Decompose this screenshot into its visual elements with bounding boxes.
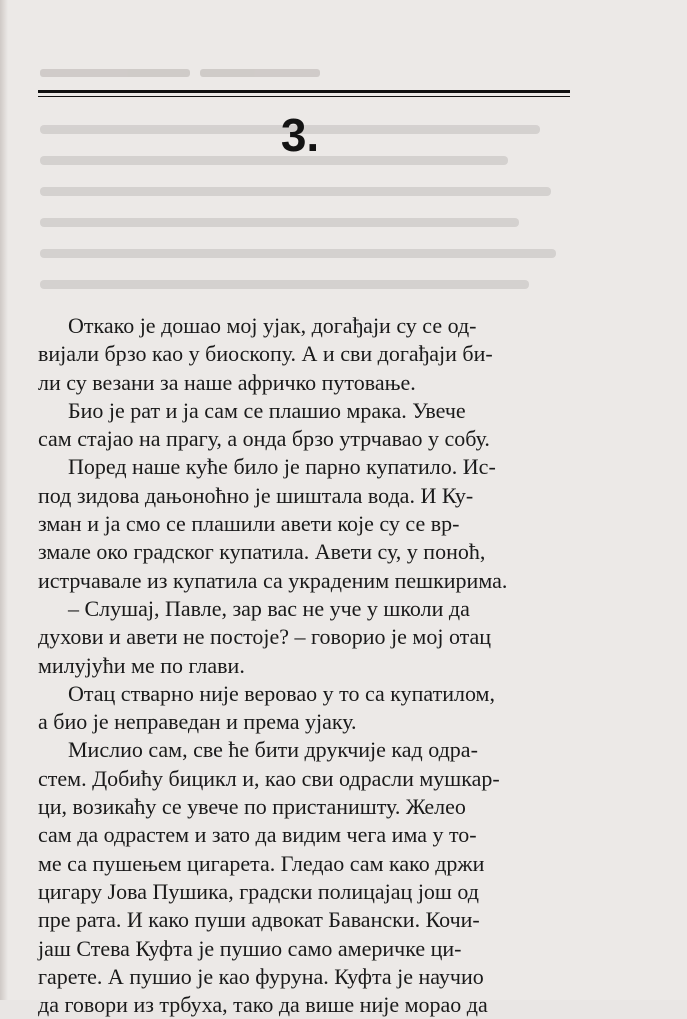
paragraph <box>38 595 570 680</box>
header-rule-thin <box>38 96 570 97</box>
text-line: зман и ја смо се плашили авети које су се вр- <box>38 511 460 537</box>
text-line: змале око градског купатила. Авети су, у поноћ, <box>38 539 486 565</box>
text-line: сам да одрастем и зато да видим чега има у то- <box>38 822 477 848</box>
bleed-through-header <box>40 64 569 76</box>
paragraph <box>38 453 570 594</box>
text-line: да говори из трбуха, тако да више није морао да <box>38 992 488 1018</box>
text-line: Поред наше куће било је парно купатило. Ис- <box>68 454 496 480</box>
text-line: ме са пушењем цигарета. Гледао сам како држи <box>38 850 485 876</box>
text-line: истрчавале из купатила са украденим пешкирима. <box>38 567 508 593</box>
text-line: гарете. А пушио је као фуруна. Куфта је научио <box>38 963 484 989</box>
text-line: ли су везани за наше афричко путовање. <box>38 369 416 395</box>
text-line: цигару Јова Пушика, градски полицајац још од <box>38 878 479 904</box>
paragraph <box>38 680 570 737</box>
text-line: Био је рат и ја сам се плашио мрака. Увече <box>68 397 466 423</box>
text-line: пре рата. И како пуши адвокат Бавански. Кочи- <box>38 907 480 933</box>
text-line: а био је неправедан и према ујаку. <box>38 709 357 735</box>
text-line: јаш Стева Куфта је пушио само америчке ци- <box>38 935 462 961</box>
text-line: ци, возикаћу се увече по пристаништу. Желео <box>38 794 466 820</box>
header-rule-thick <box>38 90 570 93</box>
text-line: Откако је дошао мој ујак, догађаји су се од- <box>68 313 477 338</box>
text-line: Мислио сам, све ће бити друкчије кад одра- <box>68 737 478 763</box>
paragraph <box>38 397 570 454</box>
text-line: – Слушај, Павле, зар вас не уче у школи да <box>68 595 470 621</box>
text-line: милујући ме по глави. <box>38 652 245 678</box>
text-line: Отац стварно није веровао у то са купатилом, <box>68 680 495 706</box>
text-line: под зидова дањоноћно је шиштала вода. И Ку- <box>38 482 474 508</box>
body-text <box>38 312 570 1019</box>
paragraph <box>38 312 570 397</box>
chapter-number: 3. <box>280 109 320 161</box>
text-line: духови и авети не постоје? – говорио је мој отац <box>38 624 492 650</box>
text-line: вијали брзо као у биоскопу. А и сви догађаји би- <box>38 341 493 367</box>
text-line: сам стајао на прагу, а онда брзо утрчавао у собу. <box>38 426 490 452</box>
paragraph <box>38 736 570 1019</box>
text-line: стем. Добићу бицикл и, као сви одрасли мушкар- <box>38 765 500 791</box>
